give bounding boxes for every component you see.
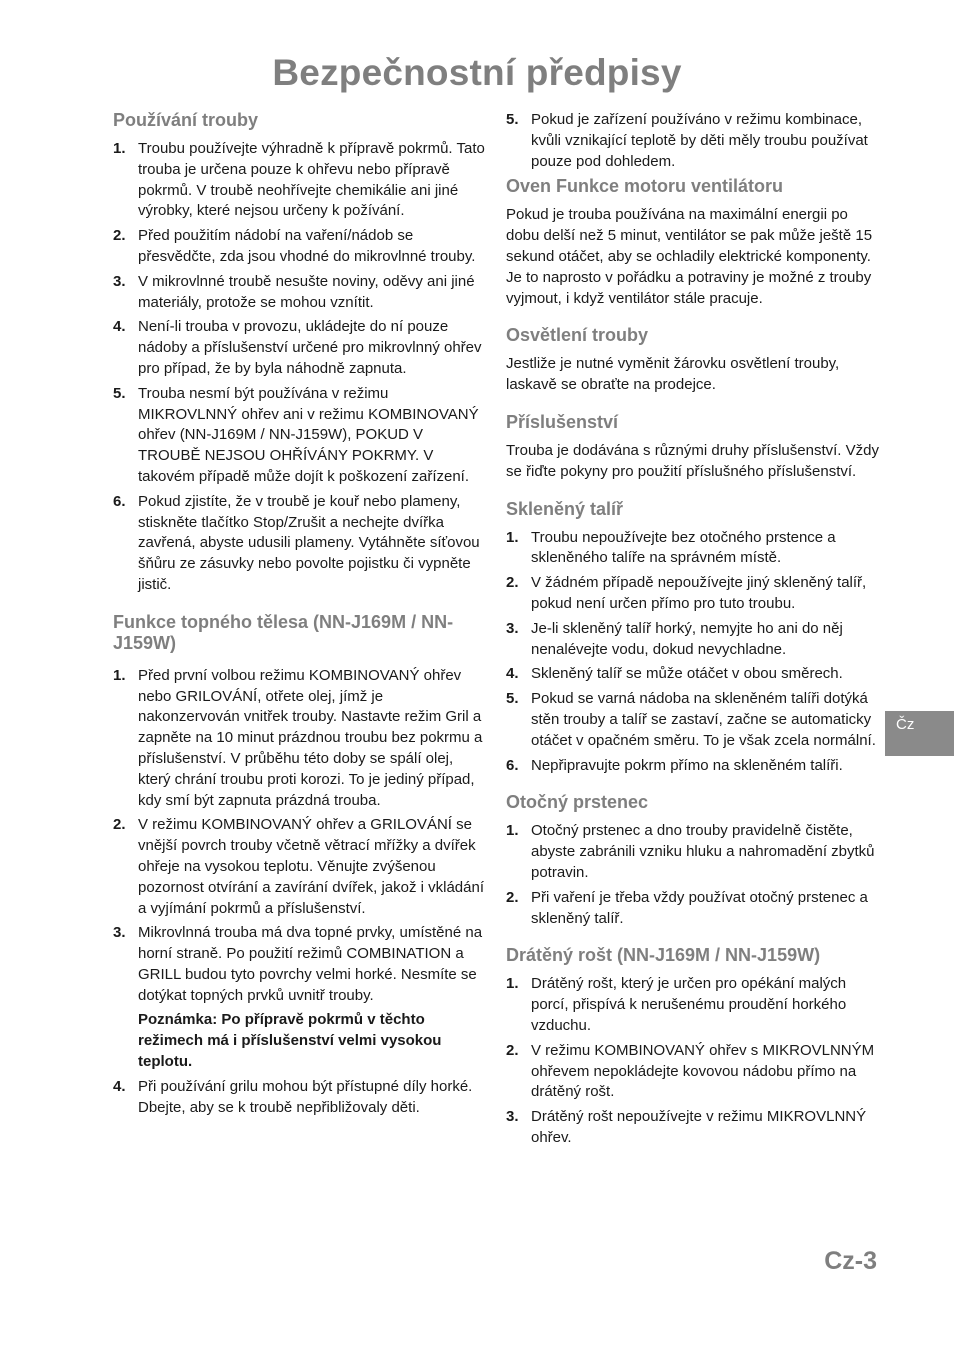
page-number: Cz-3 xyxy=(824,1247,877,1275)
list-item xyxy=(113,317,488,379)
item-number: 3. xyxy=(506,619,519,637)
list-item xyxy=(506,756,880,777)
section-heading: Skleněný talíř xyxy=(506,498,624,519)
list-item xyxy=(506,974,880,1036)
numbered-list xyxy=(113,666,488,1119)
item-text: Při vaření je třeba vždy používat otočný prstenec a skleněný talíř. xyxy=(531,888,868,927)
item-text: Je-li skleněný talíř horký, nemyjte ho ani do něj nenalévejte vodu, dokud nevychladne. xyxy=(531,619,843,658)
item-number: 1. xyxy=(113,140,126,157)
item-text: Trouba nesmí být používána v režimu MIKROVLNNÝ ohřev ani v režimu KOMBINOVANÝ ohřev (NN-J169M / NN-J159W), POKUD V TROUBĚ NEJSOU OHŘÍVÁNY POKRMY. V takovém případě může dojít k poškození zařízení. xyxy=(138,384,479,485)
item-text: Mikrovlnná trouba má dva topné prvky, umístěné na horní straně. Po použití režimů COMBINATION a GRILL budou tyto povrchy velmi horké. Nesmíte se dotýkat topných prvků uvnitř trouby. xyxy=(138,924,483,1004)
section-text: Pokud je trouba používána na maximální energii po dobu delší než 5 minut, ventilátor se pak může ještě 15 sekund otáčet, aby se ochladily elektrické komponenty. Je to naprosto v pořádku a potraviny je možné z trouby vyjmout, i když ventilátor stále pracuje. xyxy=(506,206,873,307)
list-item xyxy=(506,619,880,661)
note-text: Poznámka: Po přípravě pokrmů v těchto režimech má i příslušenství velmi vysokou teplotu. xyxy=(138,1011,442,1071)
list-item xyxy=(506,664,880,685)
list-item xyxy=(506,689,880,751)
item-text: V režimu KOMBINOVANÝ ohřev a GRILOVÁNÍ se vnější povrch trouby včetně větrací mřížky a dvířek ohřeje na vysokou teplotu. Věnujte zvýšenou pozornost otvírání a zavírání dvířek, jakož i vkládání a vyjímání pokrmů a příslušenství. xyxy=(138,816,485,917)
section-dratený-rost xyxy=(506,945,880,1148)
item-text: Před první volbou režimu KOMBINOVANÝ ohřev nebo GRILOVÁNÍ, otřete olej, jímž je nakonzervován vnitřek trouby. Nastavte režim Gril a zapněte na 10 minut prázdnou troubu bez pokrmu a příslušenství. V průběhu této doby se spálí olej, který chrání troubu proti korozi. To je jediný případ, kdy smí být zapnuta prázdná trouba. xyxy=(138,666,483,809)
section-text: Trouba je dodávána s různými druhy příslušenství. Vždy se řiďte pokyny pro použití příslušného příslušenství. xyxy=(506,441,879,480)
section-heading: Otočný prstenec xyxy=(506,792,649,813)
item-number: 5. xyxy=(113,384,126,402)
item-number: 3. xyxy=(113,272,126,290)
list-item xyxy=(506,1107,880,1149)
section-heading: Příslušenství xyxy=(506,411,619,432)
item-number: 3. xyxy=(506,1108,519,1126)
item-text: Drátěný rošt nepoužívejte v režimu MIKROVLNNÝ ohřev. xyxy=(531,1108,867,1146)
item-text: Pokud zjistíte, že v troubě je kouř nebo plameny, stiskněte tlačítko Stop/Zrušit a nechejte dvířka zavřená, abyste udusili plameny. Vytáhněte síťovou šňůru ze zásuvky nebo povolte pojistku či vypněte jistič. xyxy=(138,492,480,593)
language-tab: Čz xyxy=(885,711,954,756)
item-number: 1. xyxy=(506,822,519,840)
list-item xyxy=(113,492,488,596)
section-heading: Osvětlení trouby xyxy=(506,325,649,346)
item-number: 2. xyxy=(113,227,126,245)
section-prislusenstvi xyxy=(506,412,880,483)
numbered-list xyxy=(506,821,880,929)
numbered-list xyxy=(506,110,880,172)
item-number: 5. xyxy=(506,111,519,128)
item-number: 1. xyxy=(506,528,519,546)
numbered-list xyxy=(113,139,488,596)
item-number: 4. xyxy=(113,318,126,336)
item-number: 5. xyxy=(506,690,519,708)
right-column xyxy=(506,110,880,1165)
section-heading: Oven Funkce motoru ventilátoru xyxy=(506,176,784,197)
list-item xyxy=(506,528,880,570)
list-item xyxy=(113,1077,488,1119)
item-text: Otočný prstenec a dno trouby pravidelně čistěte, abyste zabránili vzniku hluku a nahromadění zbytků potravin. xyxy=(531,822,875,881)
item-number: 2. xyxy=(506,1041,519,1059)
item-number: 1. xyxy=(113,666,126,684)
item-text: Při používání grilu mohou být přístupné díly horké. Dbejte, aby se k troubě nepřibližovaly děti. xyxy=(138,1077,473,1116)
item-text: Pokud se varná nádoba na skleněném talíři dotýká stěn trouby a talíř se zastaví, začne se automaticky otáčet v opačném směru. To je však zcela normální. xyxy=(531,690,876,749)
list-item xyxy=(113,384,488,488)
list-item xyxy=(506,821,880,883)
item-number: 3. xyxy=(113,924,126,942)
left-column xyxy=(113,110,488,1134)
item-number: 4. xyxy=(113,1077,126,1095)
item-number: 2. xyxy=(506,574,519,592)
item-text: Nepřipravujte pokrm přímo na skleněném talíři. xyxy=(531,756,843,774)
list-item xyxy=(113,815,488,919)
list-item xyxy=(113,923,488,1073)
section-heading: Drátěný rošt (NN-J169M / NN-J159W) xyxy=(506,945,821,966)
section-text: Jestliže je nutné vyměnit žárovku osvětlení trouby, laskavě se obraťte na prodejce. xyxy=(506,355,840,394)
item-number: 6. xyxy=(506,756,519,774)
item-number: 2. xyxy=(113,816,126,834)
item-text: Drátěný rošt, který je určen pro opékání malých porcí, přispívá k nerušenému proudění horkého vzduchu. xyxy=(531,975,847,1034)
list-item xyxy=(113,226,488,268)
numbered-list xyxy=(506,528,880,777)
item-text: Troubu používejte výhradně k přípravě pokrmů. Tato trouba je určena pouze k ohřevu nebo přípravě pokrmů. V troubě neohřívejte chemikálie ani jiné výrobky, které nejsou určeny k požívání. xyxy=(138,140,485,220)
numbered-list xyxy=(506,974,880,1148)
item-text: Skleněný talíř se může otáčet v obou směrech. xyxy=(531,665,843,683)
item-text: Pokud je zařízení používáno v režimu kombinace, kvůli vznikající teplotě by děti měly troubu používat pouze pod dohledem. xyxy=(531,111,868,170)
section-heading: Funkce topného tělesa (NN-J169M / NN-J159W) xyxy=(113,611,454,653)
item-number: 2. xyxy=(506,888,519,906)
item-text: V mikrovlnné troubě nesušte noviny, oděvy ani jiné materiály, protože se mohou vznítit. xyxy=(138,272,475,311)
list-item xyxy=(113,272,488,314)
section-heading: Používání trouby xyxy=(113,110,259,130)
section-skleneny-talir xyxy=(506,499,880,777)
item-number: 1. xyxy=(506,975,519,993)
list-item xyxy=(113,139,488,222)
item-text: Troubu nepoužívejte bez otočného prstence a skleněného talíře na správném místě. xyxy=(531,528,836,567)
section-pouzivani-trouby xyxy=(113,110,488,596)
section-osvetleni-trouby xyxy=(506,325,880,396)
list-item xyxy=(506,888,880,930)
item-number: 6. xyxy=(113,492,126,510)
list-item xyxy=(113,666,488,812)
section-otocny-prstenec xyxy=(506,792,880,929)
list-item xyxy=(506,573,880,615)
item-number: 4. xyxy=(506,665,519,683)
section-oven-funkce-ventilatoru xyxy=(506,176,880,309)
item-text: Před použitím nádobí na vaření/nádob se přesvědčte, zda jsou vhodné do mikrovlnné trouby. xyxy=(138,227,476,265)
item-text: V režimu KOMBINOVANÝ ohřev s MIKROVLNNÝM ohřevem nepokládejte kovovou nádobu přímo na drátěný rošt. xyxy=(531,1041,875,1101)
list-item xyxy=(506,1041,880,1103)
item-text: Není-li trouba v provozu, ukládejte do ní pouze nádoby a příslušenství určené pro mikrovlnný ohřev pro případ, že by byla náhodně zapnuta. xyxy=(138,318,482,377)
list-item xyxy=(506,110,880,172)
item-text: V žádném případě nepoužívejte jiný skleněný talíř, pokud není určen přímo pro tuto troubu. xyxy=(531,574,867,612)
section-funkce-topneho-telesa xyxy=(113,612,488,1119)
page-title: Bezpečnostní předpisy xyxy=(272,52,682,93)
